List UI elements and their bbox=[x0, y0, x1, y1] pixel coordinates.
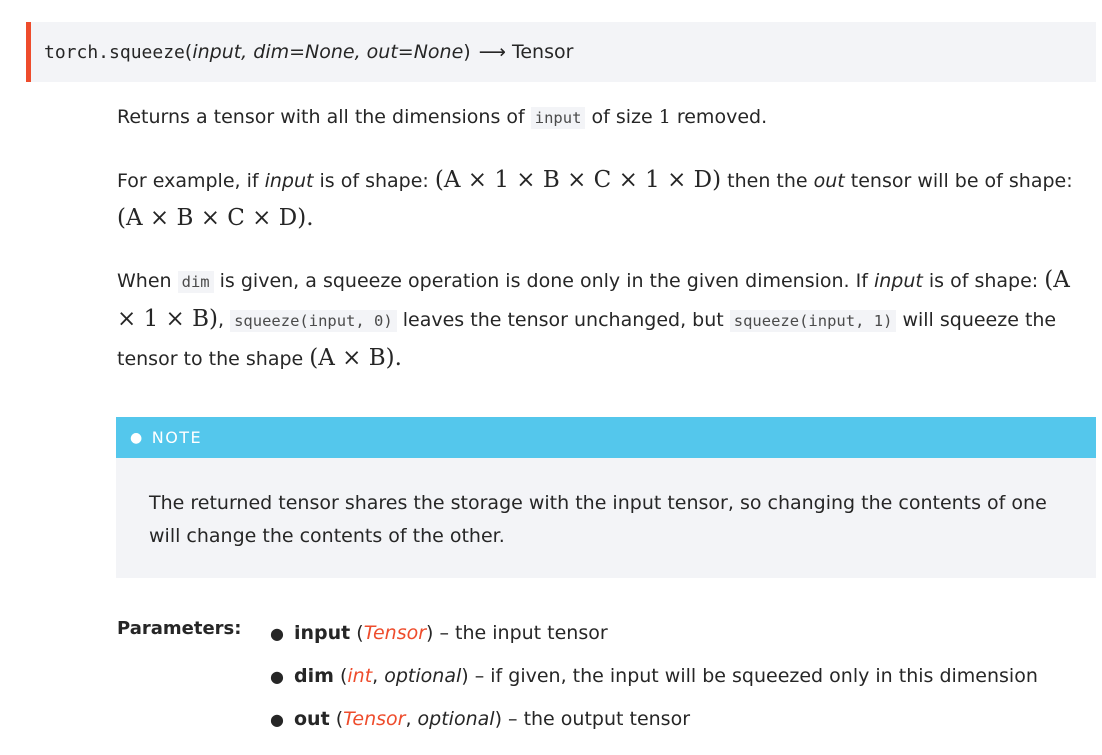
param-name: dim bbox=[294, 665, 334, 687]
math-shape-a1b: (A × 1 × B) bbox=[117, 267, 1070, 332]
text: Returns a tensor with all the dimensions of bbox=[117, 106, 531, 128]
text: will squeeze the tensor to the shape bbox=[117, 309, 1057, 370]
note-admonition bbox=[116, 417, 1096, 578]
param-name: input bbox=[294, 622, 351, 644]
text: leaves the tensor unchanged, but bbox=[396, 309, 730, 331]
bullet-icon: ● bbox=[270, 709, 284, 729]
signature-open-paren: ( bbox=[184, 41, 193, 63]
text: , bbox=[217, 309, 231, 331]
parameters-label: Parameters: bbox=[117, 618, 242, 639]
type-link-tensor[interactable]: Tensor bbox=[343, 708, 406, 730]
note-body: The returned tensor shares the storage with the input tensor, so changing the contents of one will change the contents of the other. bbox=[149, 492, 1047, 547]
description-paragraph bbox=[117, 99, 1077, 137]
param-name: out bbox=[294, 708, 330, 730]
text: ( bbox=[333, 665, 348, 687]
signature-args: input, dim=None, out=None bbox=[192, 41, 464, 63]
param-description: – the output tensor bbox=[501, 708, 691, 730]
text: ) bbox=[426, 622, 434, 644]
bullet-icon: ● bbox=[270, 623, 284, 643]
note-title: NOTE bbox=[151, 428, 203, 447]
text: tensor will be of shape: bbox=[844, 170, 1073, 192]
text: ) bbox=[461, 665, 469, 687]
text: is of shape: bbox=[922, 270, 1045, 292]
text: ( bbox=[350, 622, 364, 644]
emphasis-input: input bbox=[873, 270, 923, 292]
math-one: 1 bbox=[658, 106, 671, 128]
text: is given, a squeeze operation is done only in the given dimension. If bbox=[213, 270, 874, 292]
inline-code-input: input bbox=[531, 107, 586, 129]
text: For example, if bbox=[117, 170, 265, 192]
math-output-shape: (A × B × C × D) bbox=[117, 205, 307, 231]
text: When bbox=[117, 270, 178, 292]
parameter-item bbox=[270, 622, 608, 644]
type-link-int[interactable]: int bbox=[347, 665, 373, 687]
inline-code-dim: dim bbox=[178, 271, 214, 293]
return-arrow: ⟶ bbox=[478, 41, 506, 63]
inline-code-squeeze-1: squeeze(input, 1) bbox=[730, 310, 897, 332]
param-description: – if given, the input will be squeezed only in this dimension bbox=[468, 665, 1038, 687]
param-optional: optional bbox=[384, 665, 462, 687]
note-header bbox=[116, 417, 1096, 458]
math-shape-ab: (A × B) bbox=[309, 345, 395, 371]
text: removed. bbox=[670, 106, 768, 128]
text: , bbox=[372, 665, 385, 687]
text: , bbox=[405, 708, 418, 730]
emphasis-input: input bbox=[264, 170, 314, 192]
text: . bbox=[394, 345, 402, 371]
text: is of shape: bbox=[313, 170, 435, 192]
emphasis-out: out bbox=[813, 170, 845, 192]
signature-close-paren: ) bbox=[463, 41, 471, 63]
param-optional: optional bbox=[417, 708, 495, 730]
param-description: – the input tensor bbox=[433, 622, 608, 644]
text: ) bbox=[494, 708, 502, 730]
text: then the bbox=[721, 170, 814, 192]
parameter-item bbox=[270, 708, 690, 730]
parameter-item bbox=[270, 665, 1038, 687]
signature-module: torch. bbox=[44, 41, 110, 63]
bullet-icon: ● bbox=[270, 666, 284, 686]
text: ( bbox=[329, 708, 344, 730]
math-input-shape: (A × 1 × B × C × 1 × D) bbox=[434, 167, 722, 193]
function-signature bbox=[26, 22, 1096, 82]
inline-code-squeeze-0: squeeze(input, 0) bbox=[230, 310, 397, 332]
dim-paragraph bbox=[117, 262, 1077, 378]
bullet-icon: ● bbox=[130, 429, 144, 446]
signature-return-type: Tensor bbox=[511, 41, 574, 63]
text: . bbox=[306, 205, 314, 231]
type-link-tensor[interactable]: Tensor bbox=[363, 622, 427, 644]
signature-function-name: squeeze bbox=[109, 41, 185, 63]
example-paragraph bbox=[117, 162, 1077, 238]
text: of size bbox=[585, 106, 659, 128]
